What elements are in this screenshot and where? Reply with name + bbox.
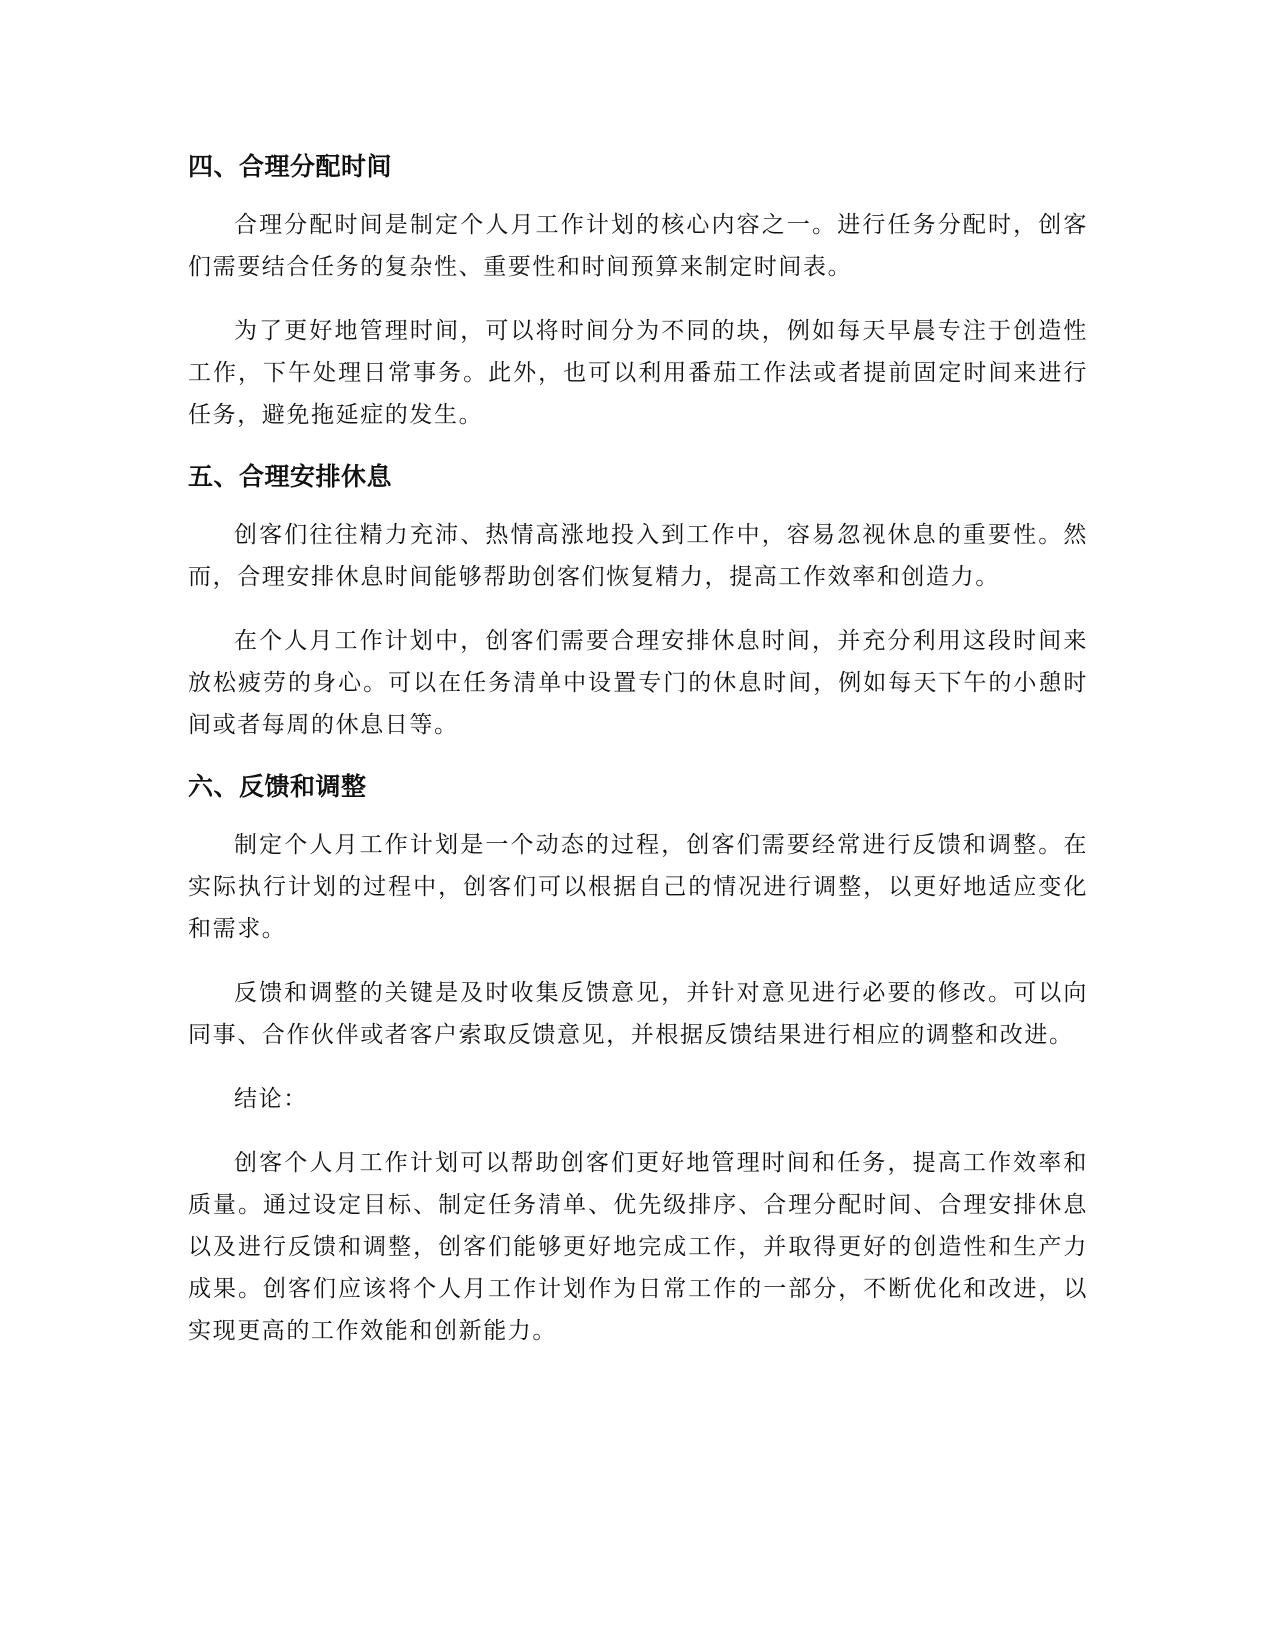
paragraph: 在个人月工作计划中，创客们需要合理安排休息时间，并充分利用这段时间来放松疲劳的身心。可以在任务清单中设置专门的休息时间，例如每天下午的小憩时间或者每周的休息日等。 — [188, 628, 1088, 738]
paragraph: 为了更好地管理时间，可以将时间分为不同的块，例如每天早晨专注于创造性工作，下午处理日常事务。此外，也可以利用番茄工作法或者提前固定时间来进行任务，避免拖延症的发生。 — [188, 318, 1088, 428]
paragraph: 创客们往往精力充沛、热情高涨地投入到工作中，容易忽视休息的重要性。然而，合理安排休息时间能够帮助创客们恢复精力，提高工作效率和创造力。 — [188, 522, 1088, 590]
conclusion-paragraph: 创客个人月工作计划可以帮助创客们更好地管理时间和任务，提高工作效率和质量。通过设定目标、制定任务清单、优先级排序、合理分配时间、合理安排休息以及进行反馈和调整，创客们能够更好地完成工作，并取得更好的创造性和生产力成果。创客们应该将个人月工作计划作为日常工作的一部分，不断优化和改进，以实现更高的工作效能和创新能力。 — [188, 1150, 1088, 1344]
paragraph: 反馈和调整的关键是及时收集反馈意见，并针对意见进行必要的修改。可以向同事、合作伙伴或者客户索取反馈意见，并根据反馈结果进行相应的调整和改进。 — [188, 980, 1088, 1048]
document-body — [188, 148, 1088, 1352]
conclusion-label: 结论： — [234, 1086, 308, 1112]
section-heading-6: 六、反馈和调整 — [188, 772, 367, 801]
section-heading-4: 四、合理分配时间 — [188, 152, 393, 181]
section-heading-5: 五、合理安排休息 — [188, 462, 393, 491]
paragraph: 制定个人月工作计划是一个动态的过程，创客们需要经常进行反馈和调整。在实际执行计划的过程中，创客们可以根据自己的情况进行调整，以更好地适应变化和需求。 — [188, 832, 1088, 942]
paragraph: 合理分配时间是制定个人月工作计划的核心内容之一。进行任务分配时，创客们需要结合任务的复杂性、重要性和时间预算来制定时间表。 — [188, 212, 1088, 280]
